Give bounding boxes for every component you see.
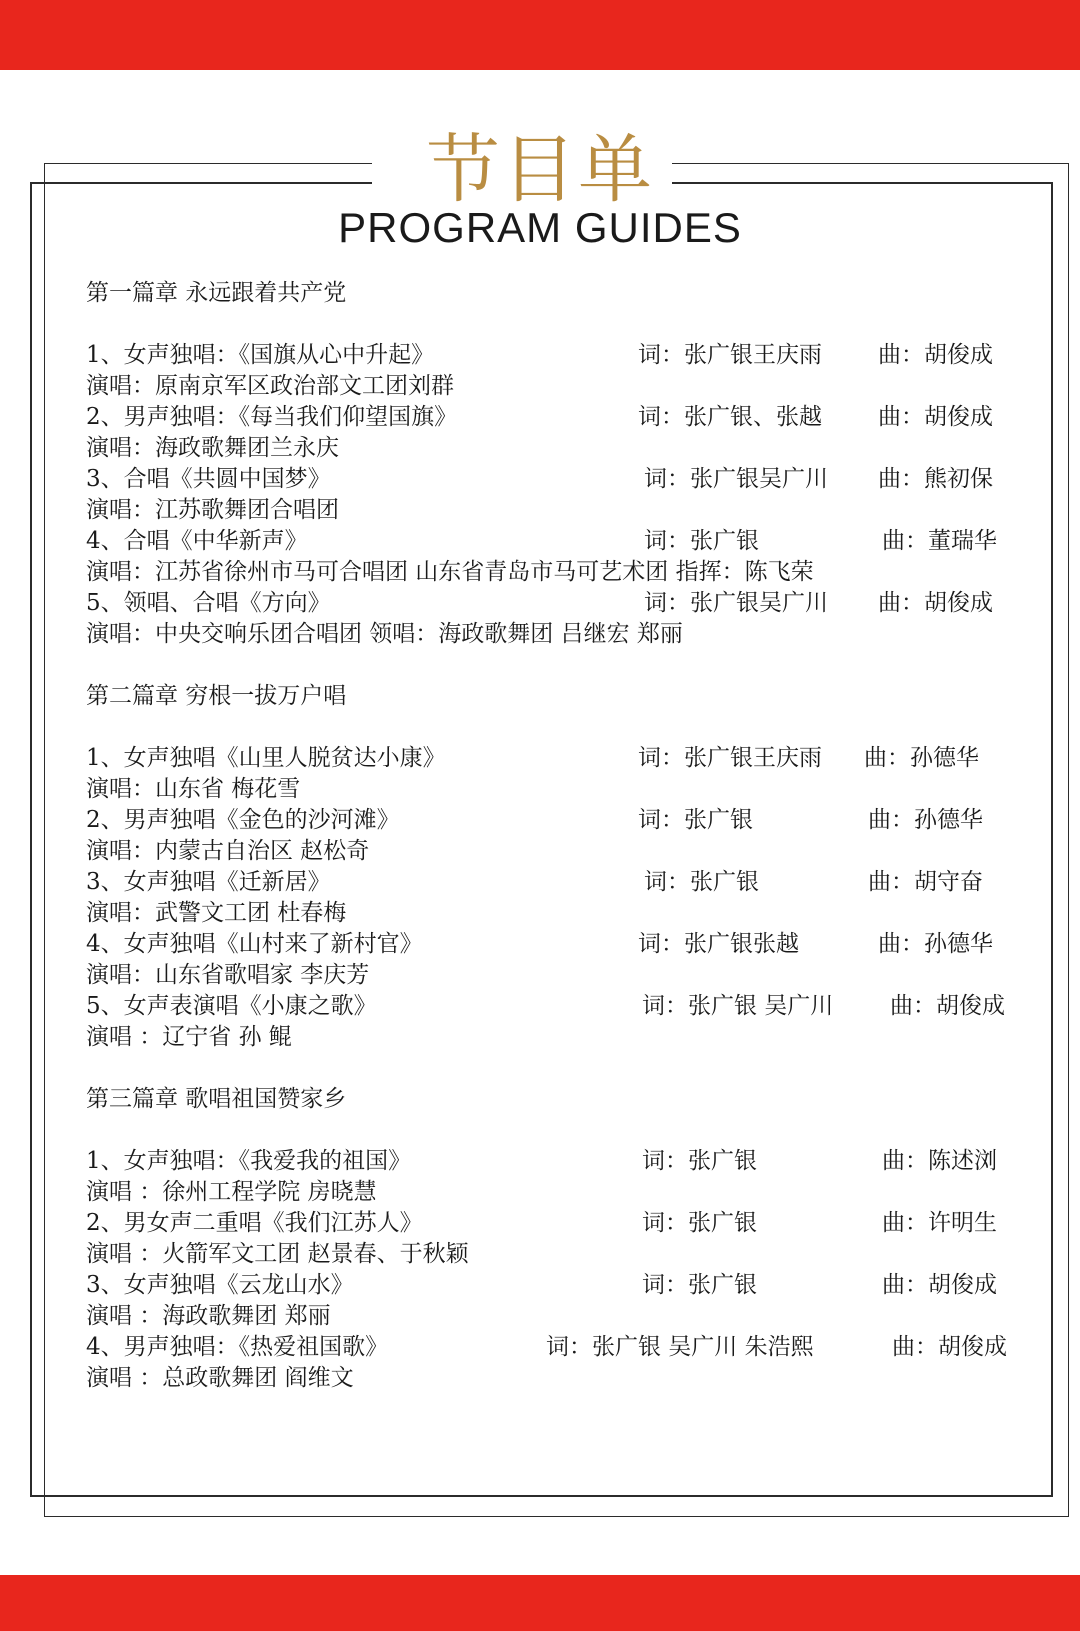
program-item	[86, 805, 983, 835]
item-title: 4、女声独唱《山村来了新村官》	[86, 931, 423, 957]
item-title: 4、合唱《中华新声》	[86, 528, 308, 554]
item-music: 曲：孙德华	[878, 931, 993, 957]
item-lyrics: 词：张广银	[642, 1272, 757, 1298]
program-item	[86, 1332, 1007, 1362]
item-lyrics: 词：张广银 吴广川 朱浩熙	[546, 1334, 814, 1360]
program-item	[86, 588, 993, 618]
item-performer: 演唱 ：总政歌舞团 阎维文	[86, 1365, 354, 1391]
item-title: 2、男声独唱：《每当我们仰望国旗》	[86, 404, 458, 430]
page-title: 节目单	[426, 127, 654, 213]
program-item	[86, 867, 983, 897]
program-item	[86, 991, 1005, 1021]
item-performer: 演唱 ：海政歌舞团 郑丽	[86, 1303, 331, 1329]
item-performer: 演唱：山东省 梅花雪	[86, 776, 301, 802]
program-item	[86, 1208, 997, 1238]
item-lyrics: 词：张广银	[642, 1148, 757, 1174]
item-lyrics: 词：张广银	[642, 1210, 757, 1236]
item-performer: 演唱：江苏歌舞团合唱团	[86, 497, 339, 523]
item-music: 曲：许明生	[882, 1210, 997, 1236]
chapter-title: 第一篇章 永远跟着共产党	[86, 280, 347, 306]
program-item	[86, 1146, 997, 1176]
item-title: 2、男声独唱《金色的沙河滩》	[86, 807, 400, 833]
item-performer: 演唱：山东省歌唱家 李庆芳	[86, 962, 370, 988]
item-performer: 演唱：原南京军区政治部文工团刘群	[86, 373, 454, 399]
item-music: 曲：董瑞华	[882, 528, 997, 554]
item-music: 曲：胡俊成	[878, 590, 993, 616]
chapter-title: 第三篇章 歌唱祖国赞家乡	[86, 1086, 347, 1112]
item-title: 2、男女声二重唱《我们江苏人》	[86, 1210, 423, 1236]
item-title: 1、女声独唱：《国旗从心中升起》	[86, 342, 435, 368]
item-performer: 演唱：武警文工团 杜春梅	[86, 900, 347, 926]
item-performer: 演唱 ：辽宁省 孙 鲲	[86, 1024, 292, 1050]
item-lyrics: 词：张广银	[644, 528, 759, 554]
item-lyrics: 词：张广银	[644, 869, 759, 895]
item-performer: 演唱：中央交响乐团合唱团 领唱：海政歌舞团 吕继宏 郑丽	[86, 621, 683, 647]
item-performer: 演唱：内蒙古自治区 赵松奇	[86, 838, 370, 864]
program-item	[86, 929, 993, 959]
item-title: 5、领唱、合唱《方向》	[86, 590, 331, 616]
item-music: 曲：胡俊成	[878, 404, 993, 430]
top-red-band	[0, 0, 1080, 70]
item-music: 曲：孙德华	[868, 807, 983, 833]
item-lyrics: 词：张广银 吴广川	[642, 993, 834, 1019]
item-performer: 演唱：江苏省徐州市马可合唱团 山东省青岛市马可艺术团 指挥：陈飞荣	[86, 559, 814, 585]
item-lyrics: 词：张广银王庆雨	[638, 745, 822, 771]
item-performer: 演唱 ：火箭军文工团 赵景春、于秋颖	[86, 1241, 469, 1267]
item-music: 曲：胡俊成	[890, 993, 1005, 1019]
item-music: 曲：熊初保	[878, 466, 993, 492]
item-performer: 演唱 ：徐州工程学院 房晓慧	[86, 1179, 377, 1205]
chapter-title: 第二篇章 穷根一拔万户唱	[86, 683, 347, 709]
program-item	[86, 526, 997, 556]
item-music: 曲：胡俊成	[882, 1272, 997, 1298]
item-title: 3、女声独唱《迁新居》	[86, 869, 331, 895]
bottom-red-band	[0, 1575, 1080, 1631]
item-lyrics: 词：张广银	[638, 807, 753, 833]
item-title: 5、女声表演唱《小康之歌》	[86, 993, 377, 1019]
program-item	[86, 340, 993, 370]
item-title: 4、男声独唱：《热爱祖国歌》	[86, 1334, 389, 1360]
item-title: 1、女声独唱：《我爱我的祖国》	[86, 1148, 412, 1174]
item-lyrics: 词：张广银、张越	[638, 404, 822, 430]
item-lyrics: 词：张广银张越	[638, 931, 799, 957]
item-lyrics: 词：张广银吴广川	[644, 590, 828, 616]
page-subtitle: PROGRAM GUIDES	[338, 204, 742, 251]
item-music: 曲：陈述浏	[882, 1148, 997, 1174]
item-lyrics: 词：张广银王庆雨	[638, 342, 822, 368]
item-title: 1、女声独唱《山里人脱贫达小康》	[86, 745, 446, 771]
program-item	[86, 743, 979, 773]
item-music: 曲：胡俊成	[892, 1334, 1007, 1360]
program-item	[86, 464, 993, 494]
item-title: 3、合唱《共圆中国梦》	[86, 466, 331, 492]
program-item	[86, 402, 993, 432]
item-performer: 演唱：海政歌舞团兰永庆	[86, 435, 339, 461]
item-lyrics: 词：张广银吴广川	[644, 466, 828, 492]
item-title: 3、女声独唱《云龙山水》	[86, 1272, 354, 1298]
item-music: 曲：孙德华	[864, 745, 979, 771]
program-item	[86, 1270, 997, 1300]
item-music: 曲：胡守奋	[868, 869, 983, 895]
item-music: 曲：胡俊成	[878, 342, 993, 368]
